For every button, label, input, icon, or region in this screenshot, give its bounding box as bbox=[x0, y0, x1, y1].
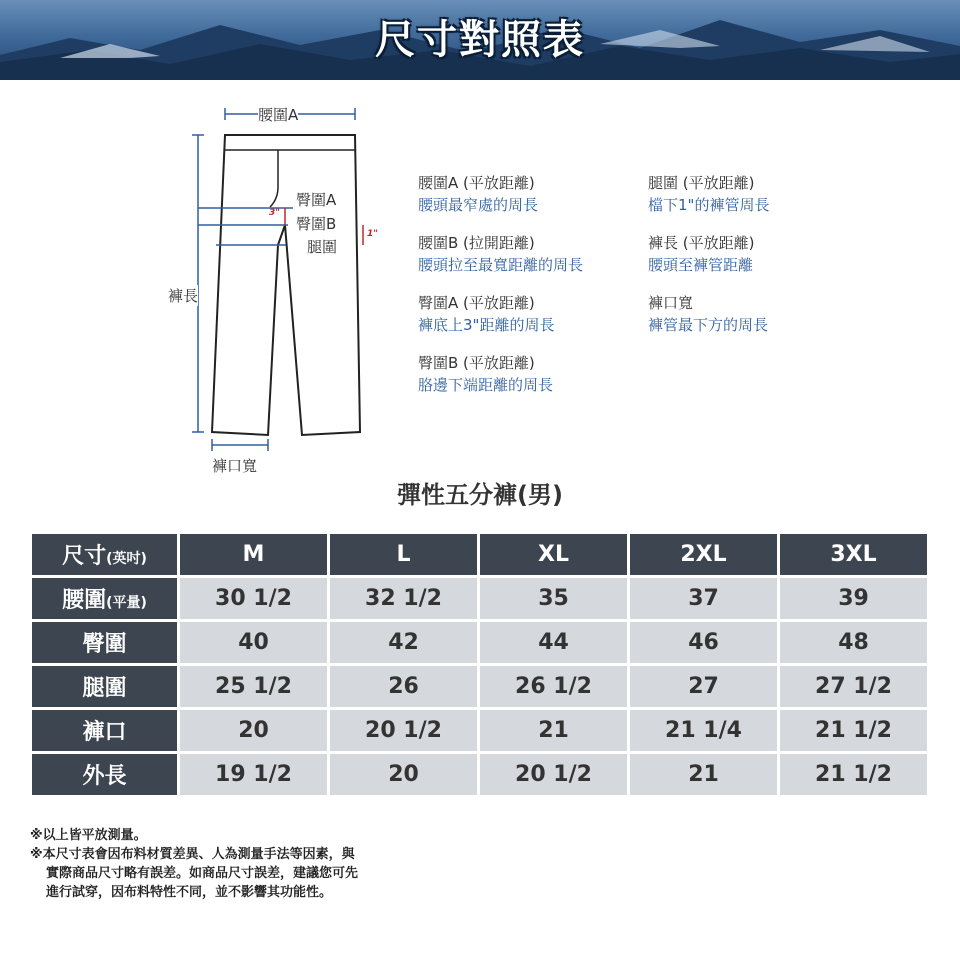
size-header: 2XL bbox=[630, 534, 777, 575]
definition-title: 臀圍B (平放距離) bbox=[418, 354, 535, 372]
table-row bbox=[32, 666, 927, 707]
table-row bbox=[32, 622, 927, 663]
table-cell: 21 1/2 bbox=[780, 754, 927, 795]
note-line: 進行試穿，因布料特性不同，並不影響其功能性。 bbox=[46, 885, 333, 900]
table-cell: 20 1/2 bbox=[330, 710, 477, 751]
table-cell: 25 1/2 bbox=[180, 666, 327, 707]
hip-a-label: 臀圍A bbox=[296, 191, 337, 209]
table-cell: 27 1/2 bbox=[780, 666, 927, 707]
definition-title: 腰圍A (平放距離) bbox=[418, 174, 535, 192]
definition-thigh bbox=[648, 172, 769, 216]
three-inch-mark: 3" bbox=[269, 208, 280, 218]
row-unit: (平量) bbox=[106, 595, 147, 611]
size-header: XL bbox=[480, 534, 627, 575]
table-header-row bbox=[32, 534, 927, 575]
pants-diagram bbox=[150, 95, 390, 480]
definition-waist-a bbox=[418, 172, 538, 216]
page-title: 尺寸對照表 bbox=[375, 17, 585, 63]
definition-desc: 褲管最下方的周長 bbox=[648, 316, 769, 334]
definition-title: 臀圍A (平放距離) bbox=[418, 294, 535, 312]
table-cell: 20 bbox=[180, 710, 327, 751]
table-cell: 20 1/2 bbox=[480, 754, 627, 795]
hip-b-label: 臀圍B bbox=[296, 215, 337, 233]
definition-title: 褲長 (平放距離) bbox=[648, 234, 755, 252]
table-cell: 42 bbox=[330, 622, 477, 663]
corner-unit: (英吋) bbox=[106, 551, 147, 567]
table-cell: 21 1/2 bbox=[780, 710, 927, 751]
table-cell: 48 bbox=[780, 622, 927, 663]
size-table bbox=[29, 531, 930, 798]
table-cell: 27 bbox=[630, 666, 777, 707]
note-line: ※以上皆平放測量。 bbox=[30, 828, 147, 843]
definition-desc: 胳邊下端距離的周長 bbox=[418, 376, 554, 394]
definition-desc: 腰頭拉至最寬距離的周長 bbox=[418, 256, 584, 274]
table-row bbox=[32, 578, 927, 619]
row-label: 腰圍 bbox=[62, 588, 107, 613]
table-row bbox=[32, 710, 927, 751]
row-header: 褲口 bbox=[32, 710, 177, 751]
table-cell: 21 bbox=[630, 754, 777, 795]
definition-desc: 檔下1"的褲管周長 bbox=[648, 196, 770, 214]
table-row bbox=[32, 754, 927, 795]
size-header: 3XL bbox=[780, 534, 927, 575]
table-cell: 20 bbox=[330, 754, 477, 795]
table-cell: 37 bbox=[630, 578, 777, 619]
definition-title: 腰圍B (拉開距離) bbox=[418, 234, 535, 252]
table-cell: 26 bbox=[330, 666, 477, 707]
hem-label: 褲口寬 bbox=[212, 457, 258, 475]
definition-length bbox=[648, 232, 754, 276]
row-header: 外長 bbox=[32, 754, 177, 795]
definition-desc: 腰頭至褲管距離 bbox=[648, 256, 754, 274]
table-cell: 39 bbox=[780, 578, 927, 619]
size-header: M bbox=[180, 534, 327, 575]
thigh-label: 腿圍 bbox=[307, 238, 338, 256]
corner-cell bbox=[32, 534, 177, 575]
table-cell: 30 1/2 bbox=[180, 578, 327, 619]
product-title: 彈性五分褲(男) bbox=[397, 481, 563, 509]
table-cell: 44 bbox=[480, 622, 627, 663]
corner-label: 尺寸 bbox=[62, 544, 107, 569]
table-cell: 40 bbox=[180, 622, 327, 663]
size-header: L bbox=[330, 534, 477, 575]
row-header bbox=[32, 578, 177, 619]
definition-hem bbox=[648, 292, 768, 336]
one-inch-mark: 1" bbox=[367, 229, 378, 239]
table-cell: 19 1/2 bbox=[180, 754, 327, 795]
note-line: 實際商品尺寸略有誤差。如商品尺寸誤差，建議您可先 bbox=[46, 866, 359, 881]
table-cell: 46 bbox=[630, 622, 777, 663]
row-header: 腿圍 bbox=[32, 666, 177, 707]
length-label: 褲長 bbox=[168, 287, 199, 305]
table-cell: 26 1/2 bbox=[480, 666, 627, 707]
waist-a-label: 腰圍A bbox=[258, 106, 299, 124]
header-banner bbox=[0, 0, 960, 80]
table-cell: 35 bbox=[480, 578, 627, 619]
table-cell: 21 bbox=[480, 710, 627, 751]
definition-waist-b bbox=[418, 232, 583, 276]
definition-desc: 褲底上3"距離的周長 bbox=[418, 316, 555, 334]
notes bbox=[30, 826, 358, 902]
table-cell: 21 1/4 bbox=[630, 710, 777, 751]
definition-desc: 腰頭最窄處的周長 bbox=[418, 196, 539, 214]
definition-title: 腿圍 (平放距離) bbox=[648, 174, 755, 192]
definition-hip-a bbox=[418, 292, 554, 336]
definition-title: 褲口寬 bbox=[648, 294, 694, 312]
note-line: ※本尺寸表會因布料材質差異、人為測量手法等因素，與 bbox=[30, 847, 355, 862]
table-cell: 32 1/2 bbox=[330, 578, 477, 619]
row-header: 臀圍 bbox=[32, 622, 177, 663]
definition-hip-b bbox=[418, 352, 553, 396]
